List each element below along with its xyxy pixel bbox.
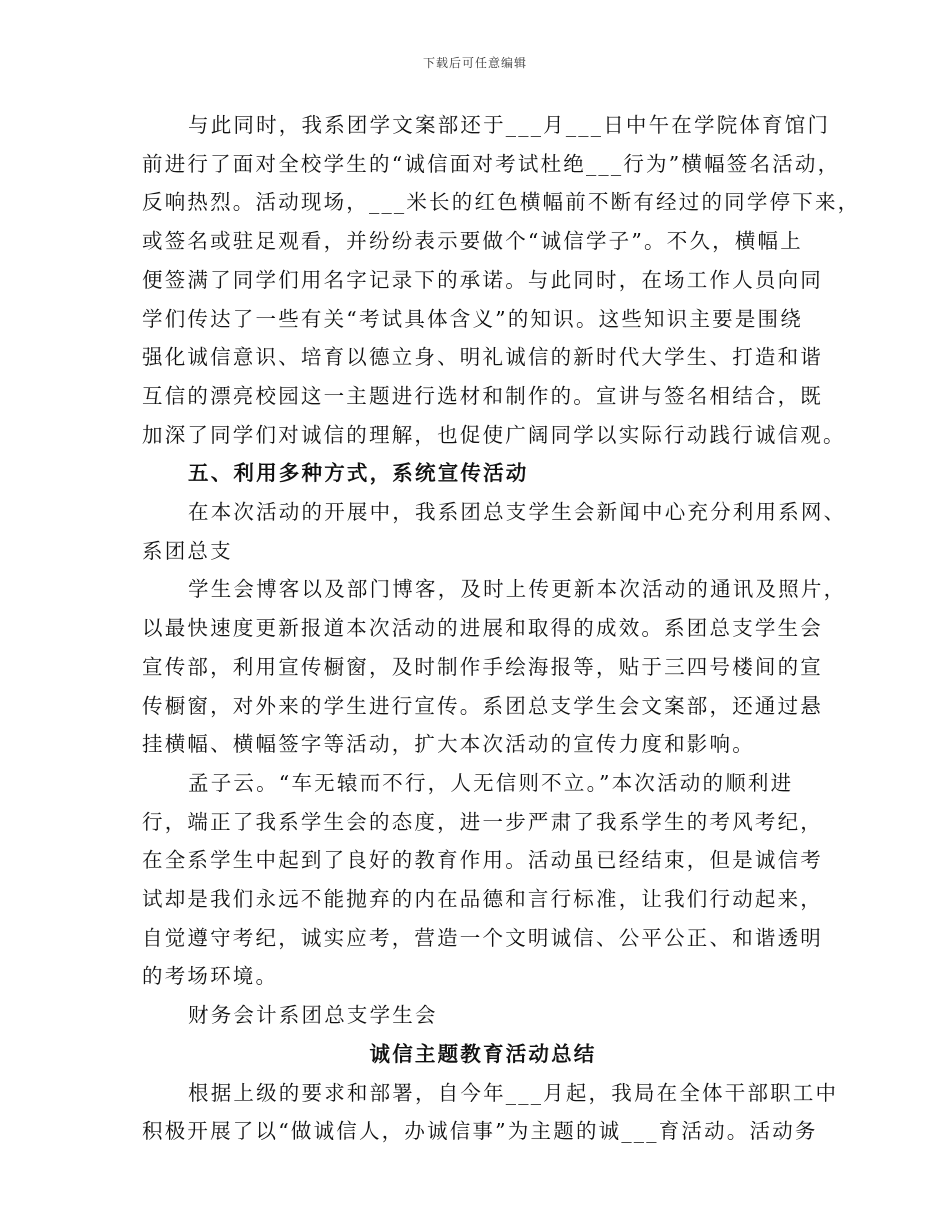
paragraph-signature-event: [142, 106, 861, 454]
text-line: 挂横幅、横幅签字等活动，扩大本次活动的宣传力度和影响。: [142, 732, 755, 757]
document-title: 诚信主题教育活动总结: [369, 1041, 597, 1066]
text-line: 或签名或驻足观看，并纷纷表示要做个“诚信学子”。不久，横幅上: [142, 229, 803, 254]
paragraph-signature: [142, 996, 824, 1035]
text-line: 反响热烈。活动现场，___米长的红色横幅前不断有经过的同学停下来，: [142, 190, 861, 215]
paragraph-integrity-summary: [142, 1074, 839, 1151]
paragraph-conclusion: [142, 764, 824, 996]
text-line: 加深了同学们对诚信的理解，也促使广阔同学以实际行动践行诚信观。: [142, 422, 846, 447]
text-line: 财务会计系团总支学生会: [188, 1003, 438, 1028]
text-line: 宣传部，利用宣传橱窗，及时制作手绘海报等，贴于三四号楼间的宣: [142, 654, 823, 679]
text-line: 孟子云。“车无辕而不行，人无信则不立。”本次活动的顺利进: [188, 770, 794, 795]
text-line: 积极开展了以“做诚信人，办诚信事”为主题的诚___育活动。活动务: [142, 1119, 818, 1144]
text-line: 在本次活动的开展中，我系团总支学生会新闻中心充分利用系网、: [188, 500, 847, 525]
document-body: [142, 106, 861, 1151]
text-line: 互信的漂亮校园这一主题进行选材和制作的。宣讲与签名相结合，既: [142, 383, 823, 408]
text-line: 学们传达了一些有关“考试具体含义”的知识。这些知识主要是围绕: [142, 306, 803, 331]
paragraph-publicity: [142, 570, 847, 764]
text-line: 学生会博客以及部门博客，及时上传更新本次活动的通讯及照片，: [188, 577, 847, 602]
text-line: 在全系学生中起到了良好的教育作用。活动虽已经结束，但是诚信考: [142, 848, 823, 873]
text-line: 自觉遵守考纪，诚实应考，营造一个文明诚信、公平公正、和谐透明: [142, 925, 823, 950]
text-line: 以最快速度更新报道本次活动的进展和取得的成效。系团总支学生会: [142, 616, 823, 641]
text-line: 与此同时，我系团学文案部还于___月___日中午在学院体育馆门: [188, 113, 831, 137]
text-line: 强化诚信意识、培育以德立身、明礼诚信的新时代大学生、打造和谐: [142, 345, 823, 370]
text-line: 系团总支: [142, 538, 233, 563]
text-line: 根据上级的要求和部署，自今年___月起，我局在全体干部职工中: [188, 1080, 839, 1105]
text-line: 行，端正了我系学生会的态度，进一步严肃了我系学生的考风考纪，: [142, 809, 823, 834]
text-line: 便签满了同学们用名字记录下的承诺。与此同时，在场工作人员向同: [142, 267, 823, 292]
text-line: 的考场环境。: [142, 964, 279, 989]
section-heading: 五、利用多种方式，系统宣传活动: [188, 461, 529, 486]
text-line: 试却是我们永远不能抛弃的内在品德和言行标准，让我们行动起来，: [142, 887, 823, 912]
paragraph-news-center: [142, 493, 847, 570]
text-line: 传橱窗，对外来的学生进行宣传。系团总支学生会文案部，还通过悬: [142, 693, 823, 718]
page-header: 下载后可任意编辑: [422, 56, 527, 70]
text-line: 前进行了面对全校学生的“诚信面对考试杜绝___行为”横幅签名活动，: [142, 151, 841, 176]
